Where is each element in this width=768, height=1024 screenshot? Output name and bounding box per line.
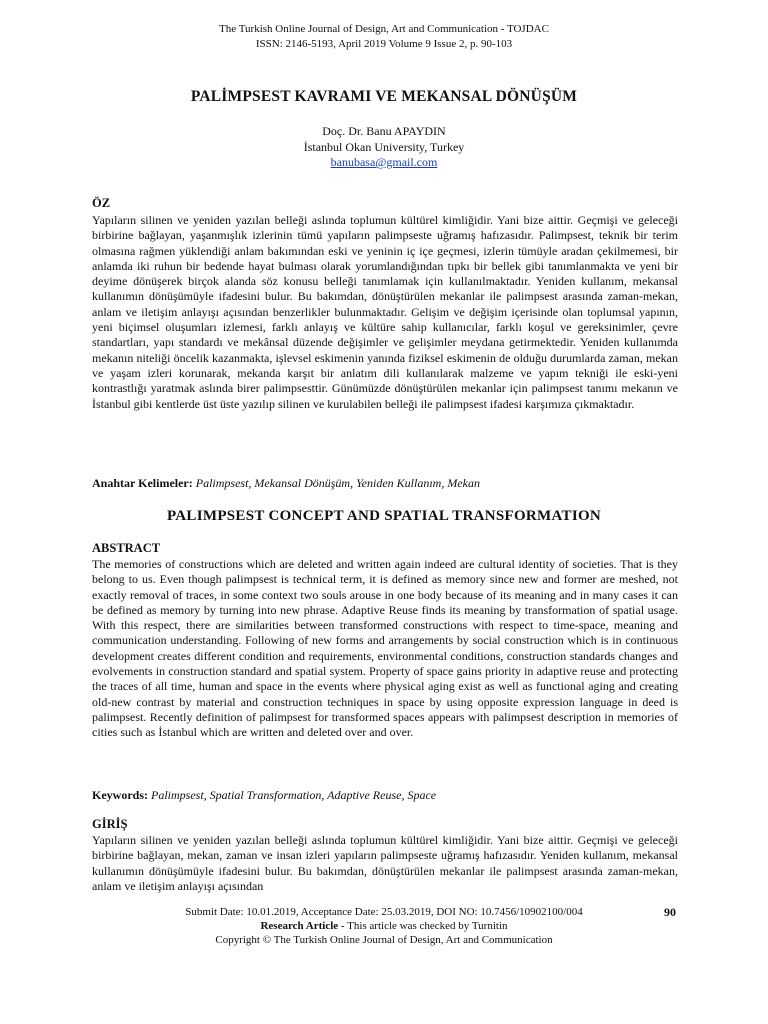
journal-issue-info: ISSN: 2146-5193, April 2019 Volume 9 Issue 2, p. 90-103	[255, 38, 513, 50]
keywords-english	[92, 788, 678, 803]
keywords-english-label: Keywords:	[92, 788, 148, 802]
paper-title-english: PALIMPSEST CONCEPT AND SPATIAL TRANSFORMATION	[166, 508, 602, 524]
author-name: Doç. Dr. Banu APAYDIN	[322, 124, 446, 138]
author-block	[0, 124, 768, 171]
page-footer	[0, 905, 768, 947]
submission-dates: Submit Date: 10.01.2019, Acceptance Date: 25.03.2019, DOI NO: 10.7456/10902100/004	[185, 906, 583, 918]
copyright: Copyright © The Turkish Online Journal of Design, Art and Communication	[215, 934, 553, 946]
keywords-turkish-label: Anahtar Kelimeler:	[92, 476, 193, 490]
journal-name: The Turkish Online Journal of Design, Art and Communication - TOJDAC	[219, 23, 549, 35]
author-email-link[interactable]: banubasa@gmail.com	[330, 155, 438, 169]
giris-text: Yapıların silinen ve yeniden yazılan belleği aslında toplumun kültürel kimliğidir. Yani bize aittir. Geçmişi ve geleceği birbirine bağlayan, mekan, zaman ve insan izleri yapıların palimpseste uğramış hafızasıdır. Yeniden kullanım, mekansal kullanımın dönüşümüyle ifadesini bulur. Bu bakımdan, dönüştürülen mekanlar ile palimpsest arasında zaman-mekan, anlam ve iletişim anlayışı açısından	[92, 833, 678, 893]
article-type-note: - This article was checked by Turnitin	[338, 920, 508, 932]
journal-header	[0, 22, 768, 52]
abstract-text: The memories of constructions which are deleted and written again indeed are cultural identity of societies. That is they belong to us. Even though palimpsest is technical term, it is defined as memory since new and former are meshed, not exactly removal of traces, in some context two souls arouse in one body because of its meaning and in many cases it can be defined as memory by turning into new phrase. Adaptive Reuse finds its meaning by transformation of spatial usage. With this respect, there are similarities between transformed constructions with respect to time-space, meaning and communication understanding. Following of new forms and arrangements by social construction which is in continuous development creates different condition and requirements, environmental conditions, construction standards changes and evolvements in construction standard and spatial system. Property of space gains priority in adaptive reuse and protecting the traces of all time, human and space in the events where physical aging exist as well as functional aging and creating old-new contrast by material and construction techniques in space by using opposite expression language in deed is palimpsest. Recently definition of palimpsest for transformed spaces appears with palimpsest description in memories of cities such as İstanbul which are written and deleted over and over.	[92, 557, 678, 740]
article-type-label: Research Article	[260, 920, 339, 932]
giris-heading: GİRİŞ	[92, 817, 128, 831]
paper-title-turkish: PALİMPSEST KAVRAMI VE MEKANSAL DÖNÜŞÜM	[190, 88, 578, 105]
abstract-heading: ABSTRACT	[92, 541, 161, 555]
keywords-turkish	[92, 476, 678, 491]
keywords-english-value: Palimpsest, Spatial Transformation, Adaptive Reuse, Space	[151, 788, 437, 802]
oz-heading: ÖZ	[92, 196, 111, 210]
article-type	[0, 919, 768, 933]
page-number: 90	[664, 905, 676, 919]
author-affiliation: İstanbul Okan University, Turkey	[303, 139, 465, 154]
keywords-turkish-value: Palimpsest, Mekansal Dönüşüm, Yeniden Kullanım, Mekan	[195, 476, 480, 490]
oz-text: Yapıların silinen ve yeniden yazılan belleği aslında toplumun kültürel kimliğidir. Yani bize aittir. Geçmişi ve geleceği birbirine bağlayan, yaşanmışlık izlerinin tümü yapıların palimpseste uğramış hafızasıdır. Palimpsest, teknik bir terim olmasına rağmen yüklendiği anlam bakımından eski ve yeninin iç içe geçmesi, izlerin tümüyle aradan çekilmemesi, bir anlamda iki ruhun bir bedende hayat bulması olarak yorumlandığından tıpkı bir bellek gibi tanımlanmakta ve yeni bir deyime dönüşerek birçok alanda söz konusu belleği tanımlamak için kullanılmaktadır. Yeniden kullanım, mekansal kullanımın dönüşümüyle ifadesini bulur. Bu bakımdan, dönüştürülen mekanlar ile palimpsest arasında zaman-mekan, anlam ve iletişim anlayışı açısından benzerlikler bulunmaktadır. Gelişim ve değişim içerisinde olan toplumsal yapının, yeni biçimsel oluşumları izlemesi, farklı anlayış ve kültüre sahip kullanıcılar, farklı koşul ve gereksinimler, çevre standartları, yapı standardı ve mekânsal düzende değişimler ve gelişimler meydana getirmektedir. Yeniden kullanımda mekanın niteliği öncelik kazanmakta, işlevsel eskimenin yanında fiziksel eskimenin de olduğu durumlarda zaman, mekan ve yaşam izleri korunarak, mekanda karşıt bir anlatım dili kullanılarak malzeme ve yapım tekniği ile eski-yeni kontrastlığı yaratmak aslında birer palimpsesttir. Günümüzde dönüştürülen mekanlar için palimpsest tanımı mekanın ve İstanbul gibi kentlerde üst üste yazılıp silinen ve kurulabilen belleği ile palimpsest ifadesi karşımıza çıkmaktadır.	[92, 213, 678, 411]
